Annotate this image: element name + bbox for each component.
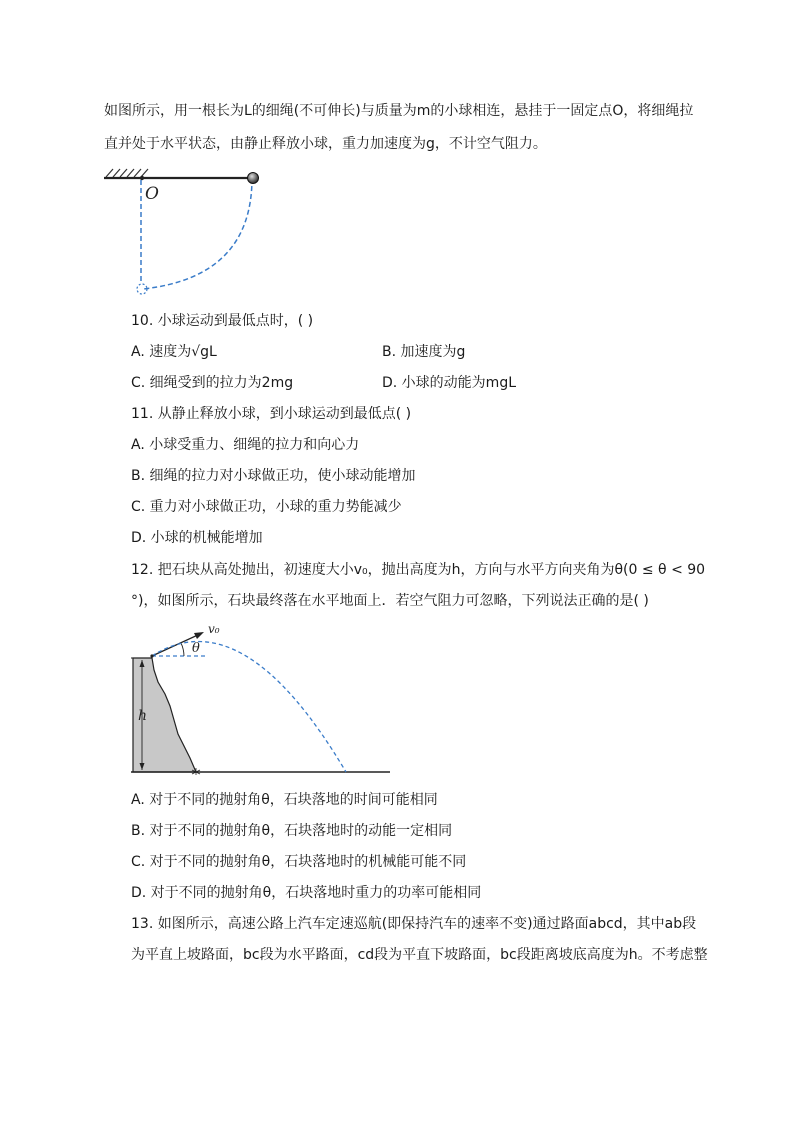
q11-stem: 11. 从静止释放小球，到小球运动到最低点( ) [131,406,412,422]
label-v0: v₀ [208,622,220,636]
label-O: O [145,184,159,204]
q12-stem-line-2: °)，如图所示，石块最终落在水平地面上．若空气阻力可忽略，下列说法正确的是( ) [131,593,649,609]
q12-option-b: B. 对于不同的抛射角θ，石块落地时的动能一定相同 [131,823,453,839]
q13-stem-line-1: 13. 如图所示，高速公路上汽车定速巡航(即保持汽车的速率不变)通过路面abcd，其中ab段 [131,916,697,932]
q11-option-c: C. 重力对小球做正功，小球的重力势能减少 [131,499,402,515]
ball [248,173,259,184]
ceiling-hatch [106,169,148,177]
q12-option-c: C. 对于不同的抛射角θ，石块落地时的机械能可能不同 [131,854,467,870]
projectile-figure [128,620,393,780]
launch-point [150,654,153,657]
q12-option-a: A. 对于不同的抛射角θ，石块落地的时间可能相同 [131,792,438,808]
intro-line-1: 如图所示，用一根长为L的细绳(不可伸长)与质量为m的小球相连，悬挂于一固定点O，将细绳拉 [104,103,694,119]
q10-option-c: C. 细绳受到的拉力为2mg [131,375,294,391]
label-theta: θ [192,641,200,656]
q12-option-d: D. 对于不同的抛射角θ，石块落地时重力的功率可能相同 [131,885,482,901]
q13-stem-line-2: 为平直上坡路面，bc段为水平路面，cd段为平直下坡路面，bc段距离坡底高度为h。不考虑整 [131,947,708,963]
angle-arc [181,643,184,656]
q10-stem: 10. 小球运动到最低点时，( ) [131,313,314,329]
pendulum-figure [100,165,270,300]
pivot-point [140,176,144,180]
label-h: h [138,708,148,724]
q10-option-a: A. 速度为√gL [131,344,217,360]
q11-option-b: B. 细绳的拉力对小球做正功，使小球动能增加 [131,468,416,484]
intro-line-2: 直并处于水平状态，由静止释放小球，重力加速度为g，不计空气阻力。 [104,136,547,152]
q11-option-a: A. 小球受重力、细绳的拉力和向心力 [131,437,360,453]
q10-option-b: B. 加速度为g [382,344,466,360]
q11-option-d: D. 小球的机械能增加 [131,530,263,546]
q12-stem-line-1: 12. 把石块从高处抛出，初速度大小v₀，抛出高度为h，方向与水平方向夹角为θ(0 ≤ θ < 90 [131,562,706,578]
q10-option-d: D. 小球的动能为mgL [382,375,517,391]
swing-arc-dashed [143,178,252,289]
